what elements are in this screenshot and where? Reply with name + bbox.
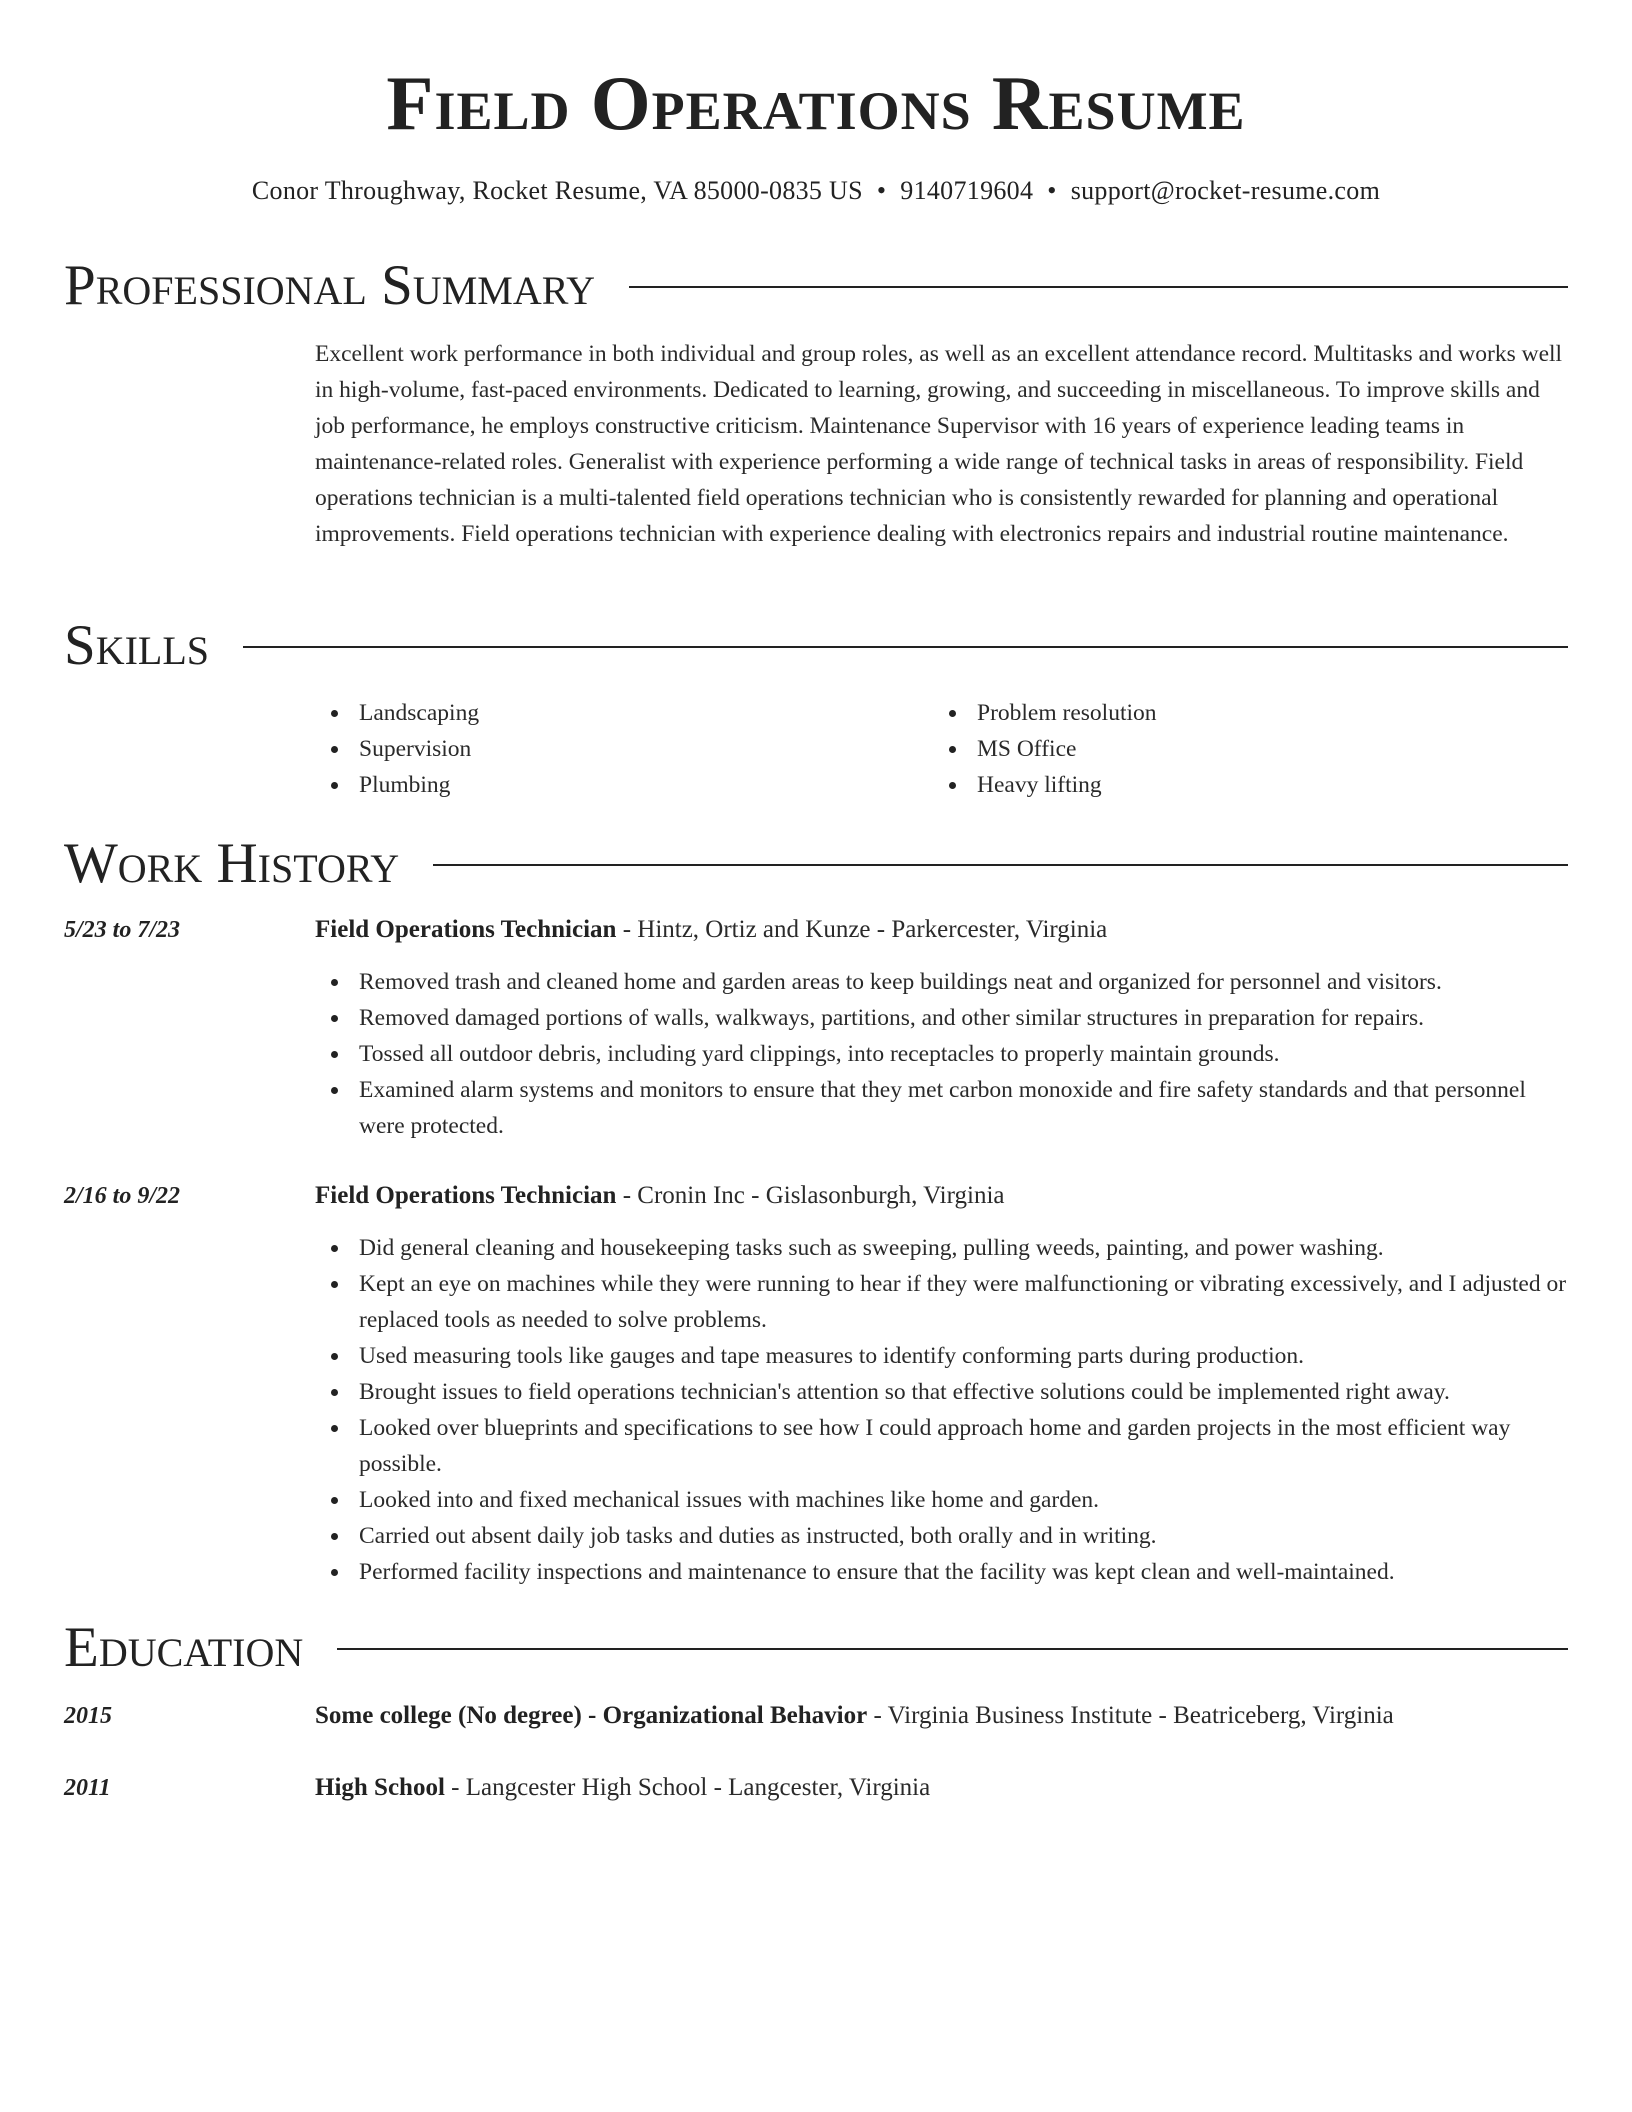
skill-item: Plumbing [315,767,933,803]
work-heading: Work History [64,832,400,895]
section-divider [433,864,1568,866]
job-details: - Cronin Inc - Gislasonburgh, Virginia [616,1182,1005,1209]
contact-address: Conor Throughway, Rocket Resume, VA 85000-0835 US [251,176,863,205]
education-year: 2015 [64,1703,112,1729]
job-bullet: Did general cleaning and housekeeping tasks such as sweeping, pulling weeds, painting, and power washing. [315,1230,1571,1266]
skills-heading: Skills [64,614,210,677]
education-details: - Virginia Business Institute - Beatriceberg, Virginia [867,1702,1394,1729]
job-bullet: Used measuring tools like gauges and tape measures to identify conforming parts during production. [315,1338,1571,1374]
skills-list [315,695,1571,803]
job-header [315,1178,1571,1214]
summary-heading: Professional Summary [64,254,596,317]
job-bullet: Kept an eye on machines while they were running to hear if they were malfunctioning or vibrating excessively, and I adjusted or replaced tools as needed to solve problems. [315,1266,1571,1338]
education-heading: Education [64,1616,304,1679]
section-divider [243,646,1568,648]
skill-item: MS Office [933,731,1551,767]
resume-title: Field Operations Resume [386,60,1246,146]
job-title: Field Operations Technician [315,1182,617,1209]
job-title: Field Operations Technician [315,916,617,943]
skills-column-right [933,695,1551,803]
contact-phone: 9140719604 [900,176,1034,205]
work-section-header [64,832,1568,896]
job-bullet: Tossed all outdoor debris, including yard clippings, into receptacles to properly maintain grounds. [315,1036,1571,1072]
job-bullet: Carried out absent daily job tasks and duties as instructed, both orally and in writing. [315,1518,1571,1554]
contact-separator: • [876,176,887,205]
section-divider [629,286,1568,288]
education-section-header [64,1616,1568,1680]
education-entry [315,1698,1571,1734]
skill-item: Problem resolution [933,695,1551,731]
job-dates: 2/16 to 9/22 [64,1183,181,1209]
summary-text: Excellent work performance in both individual and group roles, as well as an excellent attendance record. Multitasks and works well in high-volume, fast-paced environments. Dedicated to learning, growing, and succeeding in miscellaneous. To improve skills and job performance, he employs constructive criticism. Maintenance Supervisor with 16 years of experience leading teams in maintenance-related roles. Generalist with experience performing a wide range of technical tasks in areas of responsibility. Field operations technician is a multi-talented field operations technician who is consistently rewarded for planning and operational improvements. Field operations technician with experience dealing with electronics repairs and industrial routine maintenance. [315,341,1563,547]
education-entry [315,1770,1571,1806]
job-bullet: Performed facility inspections and maintenance to ensure that the facility was kept clean and well-maintained. [315,1554,1571,1590]
job-bullet: Looked over blueprints and specifications to see how I could approach home and garden projects in the most efficient way possible. [315,1410,1571,1482]
job-bullet: Removed damaged portions of walls, walkways, partitions, and other similar structures in preparation for repairs. [315,1000,1571,1036]
contact-email: support@rocket-resume.com [1070,176,1381,205]
job-bullets [315,964,1571,1144]
job-bullet: Brought issues to field operations technician's attention so that effective solutions could be implemented right away. [315,1374,1571,1410]
skill-item: Heavy lifting [933,767,1551,803]
skills-column-left [315,695,933,803]
summary-section-header [64,254,1568,318]
education-degree: Some college (No degree) - Organizational Behavior [315,1702,868,1729]
job-dates: 5/23 to 7/23 [64,917,181,943]
contact-separator: • [1047,176,1057,205]
job-bullets [315,1230,1571,1590]
education-year: 2011 [64,1775,111,1801]
education-details: - Langcester High School - Langcester, Virginia [444,1774,931,1801]
education-degree: High School [315,1774,445,1801]
skill-item: Supervision [315,731,933,767]
job-bullet: Looked into and fixed mechanical issues with machines like home and garden. [315,1482,1571,1518]
job-details: - Hintz, Ortiz and Kunze - Parkercester, Virginia [616,916,1108,943]
job-bullet: Examined alarm systems and monitors to ensure that they met carbon monoxide and fire safety standards and that personnel were protected. [315,1072,1571,1144]
job-header [315,912,1571,948]
skills-section-header [64,614,1568,678]
job-bullet: Removed trash and cleaned home and garden areas to keep buildings neat and organized for personnel and visitors. [315,964,1571,1000]
contact-line [0,174,1632,208]
section-divider [337,1648,1568,1650]
skill-item: Landscaping [315,695,933,731]
